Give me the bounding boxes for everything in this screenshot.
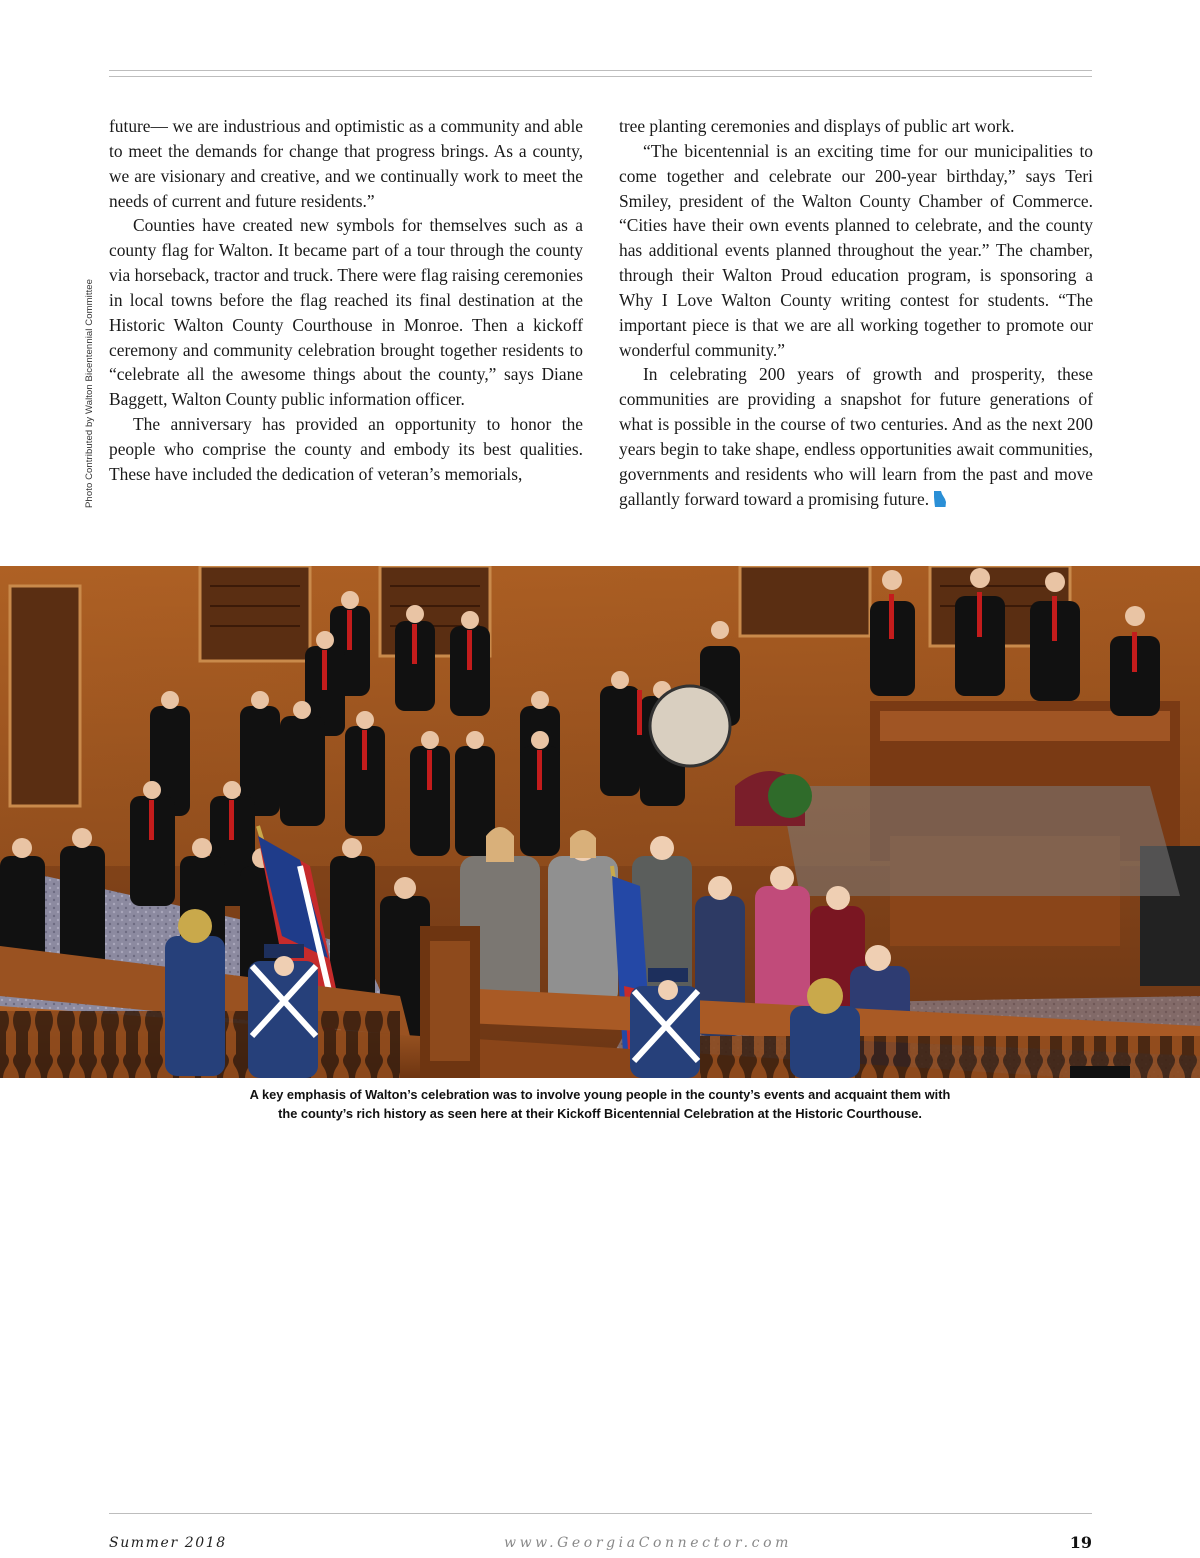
paragraph: The anniversary has provided an opportunity to honor the people who comprise the county and embody its best qualities. These have included the dedication of veteran’s memorials,	[109, 414, 583, 484]
paragraph: tree planting ceremonies and displays of public art work.	[619, 116, 1015, 136]
georgia-end-mark-icon	[933, 491, 947, 507]
article-left-column	[109, 114, 583, 487]
issue-label: Summer 2018	[109, 1535, 227, 1551]
footer-rule	[109, 1513, 1092, 1514]
paragraph-text: In celebrating 200 years of growth and prosperity, these communities are providing a snapshot for future generations of what is possible in the course of two centuries. And as the next 200 years begin to take shape, endless opportunities await communities, governments and residents who will learn from the past and move gallantly forward toward a promising future.	[619, 364, 1093, 509]
caption-line: the county’s rich history as seen here at their Kickoff Bicentennial Celebration at the Historic Courthouse.	[278, 1106, 922, 1121]
article-right-column	[619, 114, 1093, 512]
header-rule	[109, 70, 1092, 71]
paragraph: future— we are industrious and optimistic as a community and able to meet the demands for change that progress brings. As a county, we are visionary and creative, and we continually work to meet the needs of current and future residents.”	[109, 116, 583, 211]
caption-line: A key emphasis of Walton’s celebration was to involve young people in the county’s events and acquaint them with	[249, 1087, 951, 1102]
paragraph	[619, 362, 1093, 511]
page-number: 19	[1069, 1533, 1092, 1552]
paragraph: “The bicentennial is an exciting time for our municipalities to come together and celebrate our 200-year birthday,” says Teri Smiley, president of the Walton County Chamber of Commerce. “Cities have their own events planned to celebrate, and the county has additional events planned throughout the year.” The chamber, through their Walton Proud education program, is sponsoring a Why I Love Walton County writing contest for students. “The important piece is that we are all working together to promote our wonderful community.”	[619, 140, 1093, 360]
courthouse-photo	[0, 566, 1200, 1078]
photo-credit: Photo Contributed by Walton Bicentennial Committee	[84, 278, 95, 508]
photo-caption	[160, 1085, 1040, 1123]
paragraph: Counties have created new symbols for themselves such as a county flag for Walton. It became part of a tour through the county via horseback, tractor and truck. There were flag raising ceremonies in local towns before the flag reached its final destination at the Historic Walton County Courthouse in Monroe. Then a kickoff ceremony and community celebration brought together residents to “celebrate all the awesome things about the county,” says Diane Baggett, Walton County public information officer.	[109, 215, 583, 410]
header-rule-secondary	[109, 76, 1092, 77]
website-link[interactable]: www.GeorgiaConnector.com	[503, 1535, 793, 1551]
